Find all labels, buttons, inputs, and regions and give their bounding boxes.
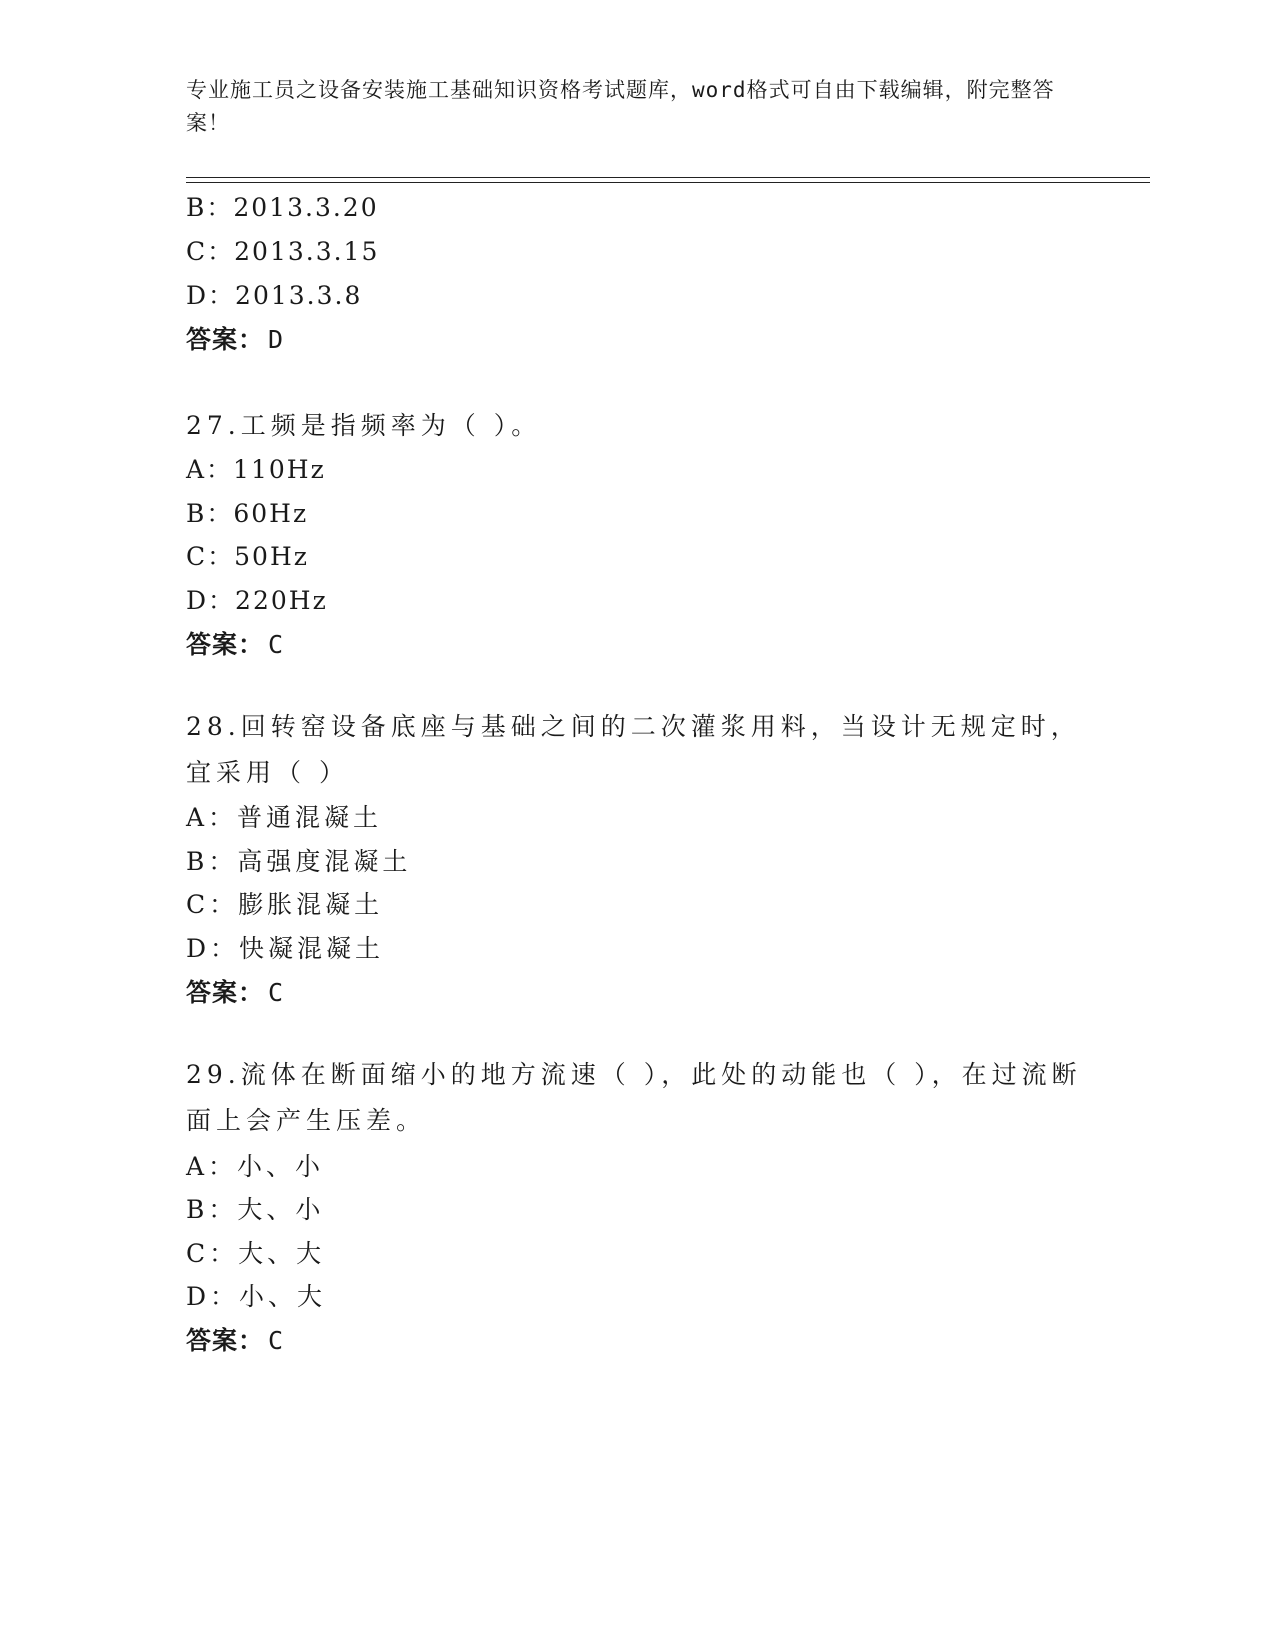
- answer-value: D: [268, 325, 285, 354]
- option-a: A：普通混凝土: [186, 803, 383, 832]
- option-b: B：60Hz: [186, 499, 309, 528]
- question-stem: 29.流体在断面缩小的地方流速（ ），此处的动能也（ ），在过流断面上会产生压差。: [186, 1060, 1082, 1135]
- option-d: D：220Hz: [186, 586, 328, 615]
- option-a: A：110Hz: [186, 455, 326, 484]
- answer-value: C: [268, 978, 285, 1007]
- option-b: B：大、小: [186, 1195, 325, 1224]
- option-c: C：2013.3.15: [186, 237, 380, 266]
- question-stem: 27.工频是指频率为（ ）。: [186, 411, 542, 440]
- answer-label: 答案：: [186, 325, 265, 354]
- document-header: 专业施工员之设备安装施工基础知识资格考试题库，word格式可自由下载编辑，附完整答案！: [186, 78, 1055, 135]
- header-divider-top: [186, 177, 1150, 178]
- option-d: D：快凝混凝土: [186, 934, 385, 963]
- option-c: C：50Hz: [186, 542, 309, 571]
- answer-line: [186, 976, 284, 1010]
- option-b: B：高强度混凝土: [186, 847, 412, 876]
- answer-line: [186, 323, 284, 357]
- option-c: C：大、大: [186, 1239, 326, 1268]
- answer-label: 答案：: [186, 978, 265, 1007]
- option-d: D：2013.3.8: [186, 281, 363, 310]
- answer-label: 答案：: [186, 630, 265, 659]
- answer-label: 答案：: [186, 1326, 265, 1355]
- answer-value: C: [268, 630, 285, 659]
- answer-value: C: [268, 1326, 285, 1355]
- answer-line: [186, 628, 284, 662]
- option-a: A：小、小: [186, 1152, 325, 1181]
- answer-line: [186, 1324, 284, 1358]
- header-divider-bottom: [186, 182, 1150, 183]
- question-stem: 28.回转窑设备底座与基础之间的二次灌浆用料，当设计无规定时，宜采用（ ）: [186, 712, 1081, 787]
- option-c: C：膨胀混凝土: [186, 890, 384, 919]
- option-b: B：2013.3.20: [186, 193, 379, 222]
- option-d: D：小、大: [186, 1282, 327, 1311]
